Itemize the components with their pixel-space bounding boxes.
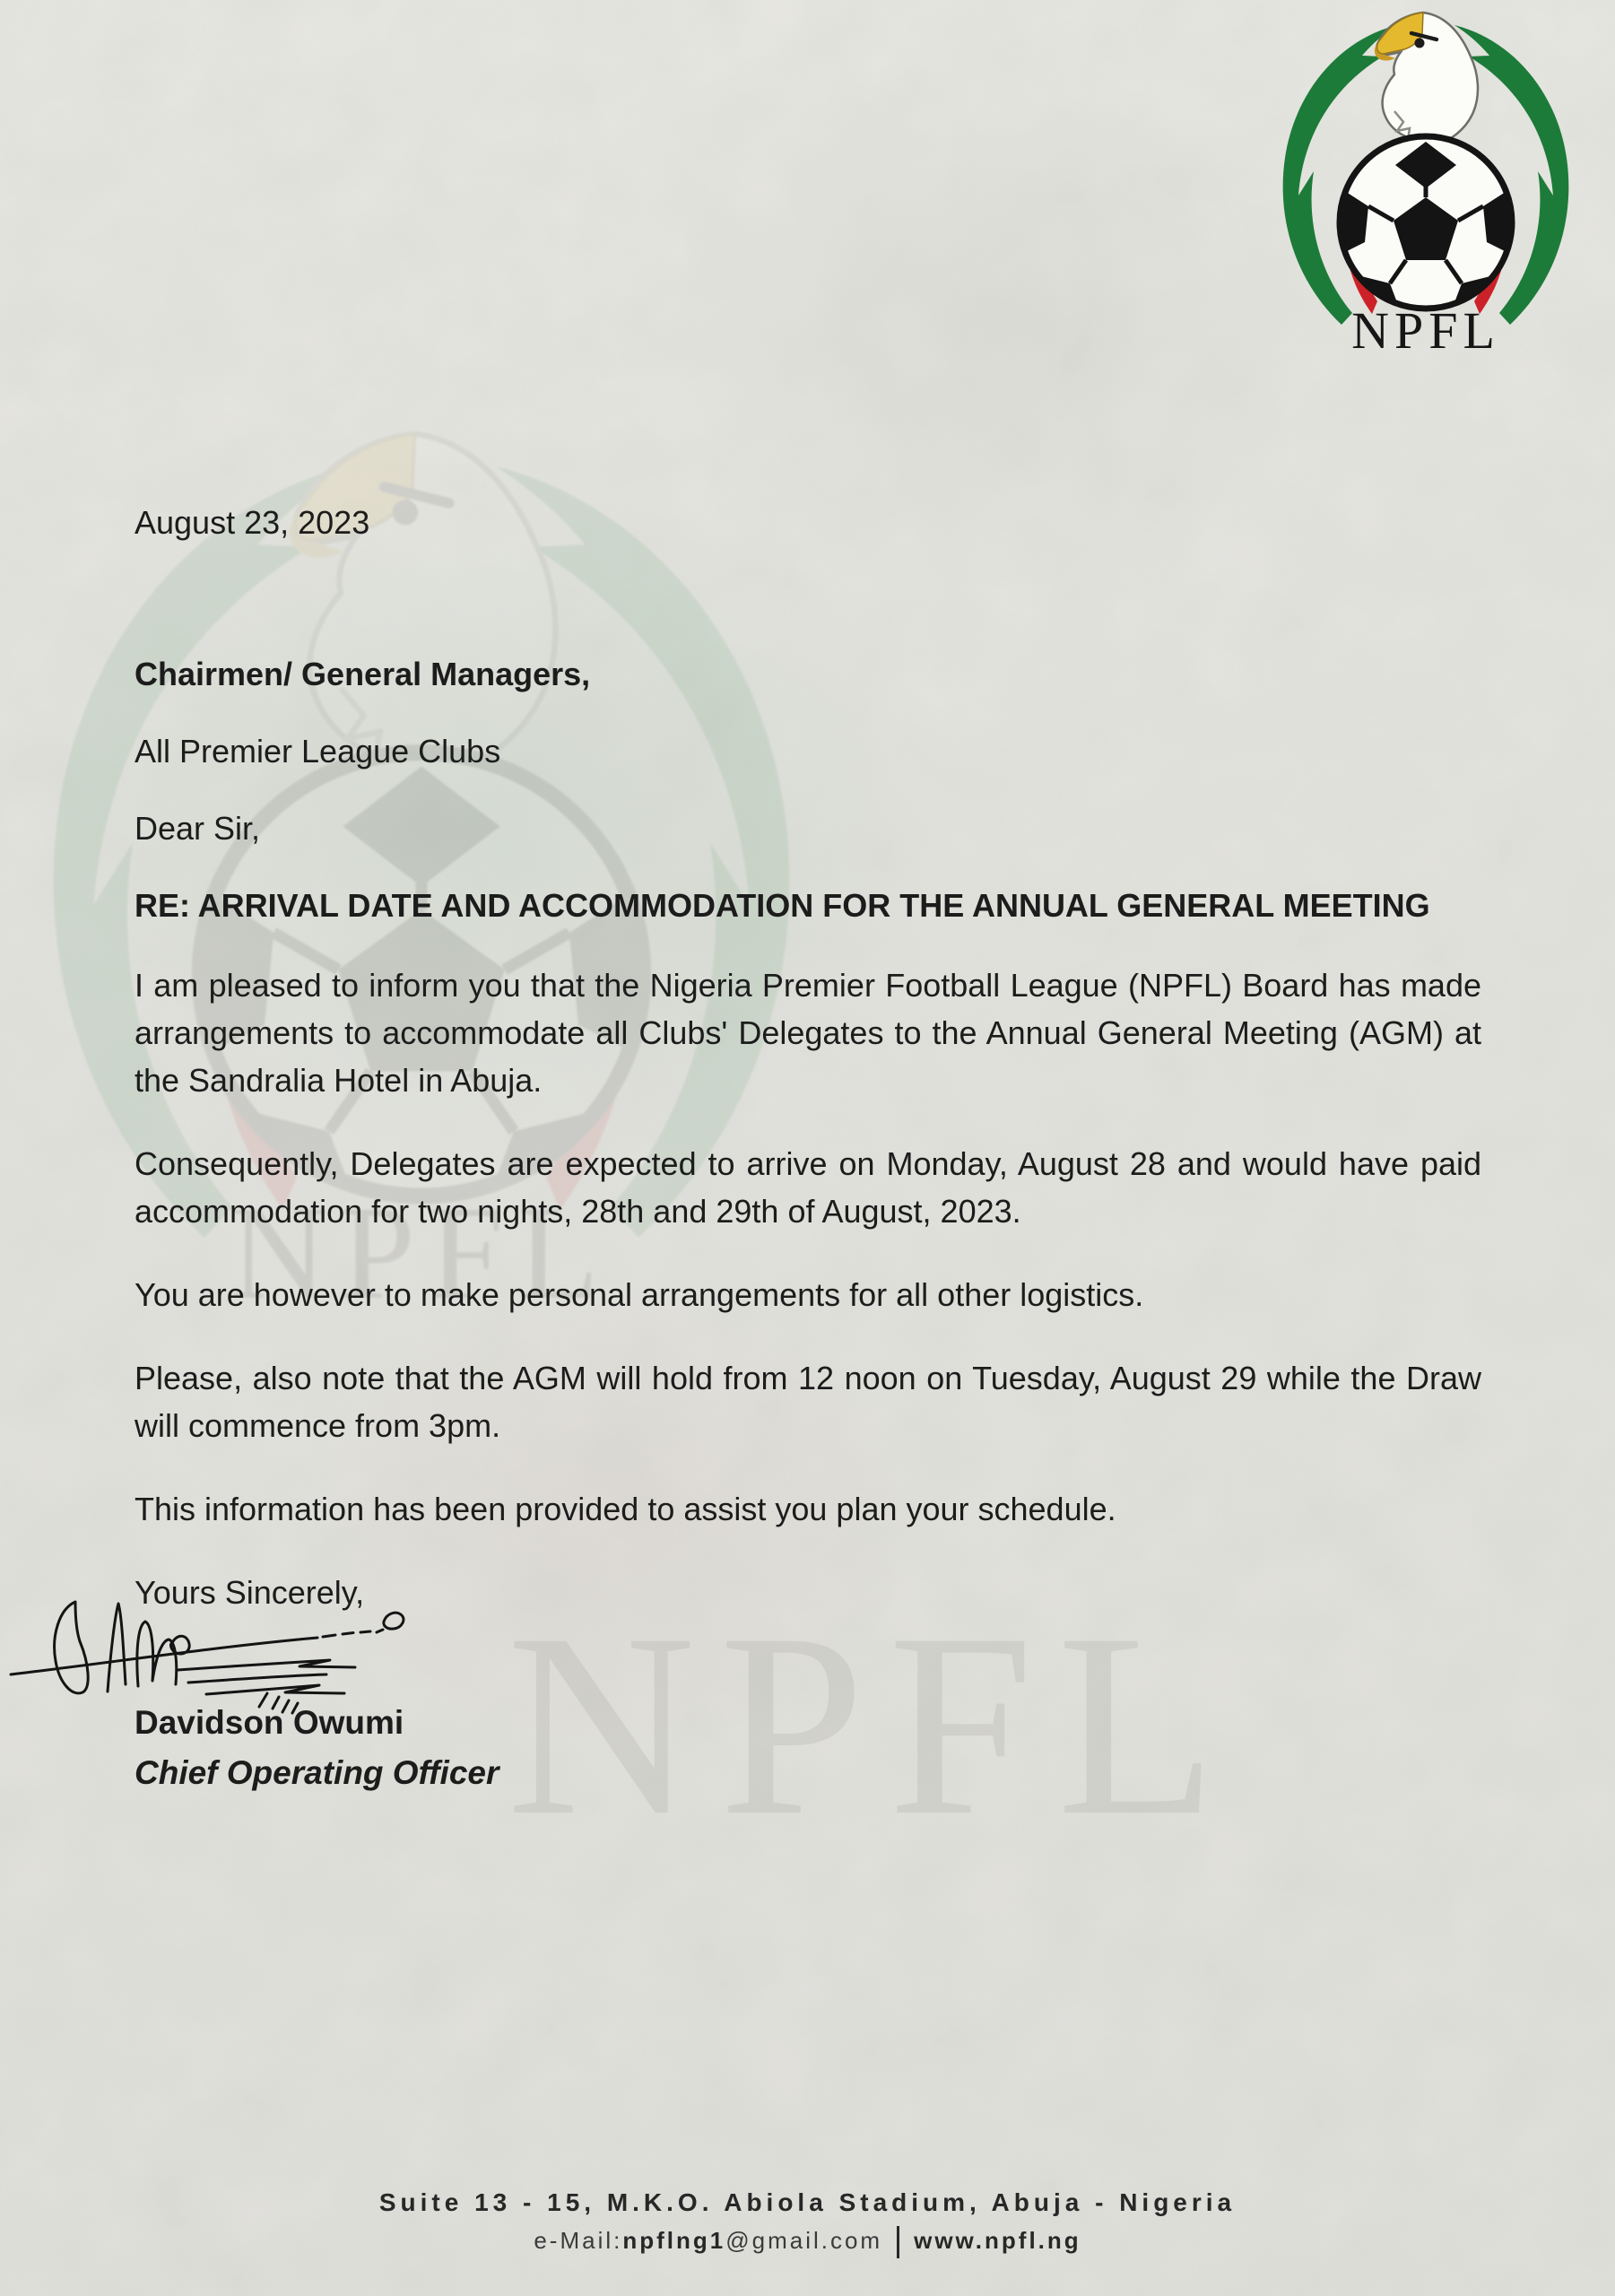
recipient-line: Chairmen/ General Managers, [135, 656, 591, 692]
email-domain: @gmail.com [725, 2227, 883, 2254]
signatory-name: Davidson Owumi [135, 1704, 404, 1741]
recipient-org-line: All Premier League Clubs [135, 733, 501, 770]
salutation-line: Dear Sir, [135, 810, 261, 847]
body-paragraph: This information has been provided to assist you plan your schedule. [135, 1491, 1116, 1527]
body-paragraph: Please, also note that the AGM will hold from 12 noon on Tuesday, August 29 while the Draw will commence from 3pm. [135, 1360, 1481, 1444]
watermark-text: NPFL [507, 1580, 1241, 1870]
footer-contact [0, 2222, 1615, 2258]
email-label: e-Mail: [534, 2227, 623, 2254]
npfl-logo [1246, 7, 1605, 359]
letter-body [135, 499, 1481, 1616]
letter-date: August 23, 2023 [135, 504, 370, 541]
body-paragraph: You are however to make personal arrangements for all other logistics. [135, 1276, 1144, 1313]
footer-separator [897, 2226, 899, 2258]
letter-footer [0, 2185, 1615, 2258]
email-user: npflng1 [622, 2227, 726, 2254]
website-link: www.npfl.ng [914, 2227, 1081, 2254]
signature [2, 1586, 432, 1729]
signatory-title: Chief Operating Officer [135, 1754, 499, 1791]
body-paragraph: I am pleased to inform you that the Nigeria Premier Football League (NPFL) Board has made arrangements to accommodate all Clubs' Delegates to the Annual General Meeting (AGM) at the Sandralia Hotel in Abuja. [135, 967, 1481, 1099]
closing-line: Yours Sincerely, [135, 1574, 365, 1611]
subject-line: RE: ARRIVAL DATE AND ACCOMMODATION FOR THE ANNUAL GENERAL MEETING [135, 887, 1430, 924]
footer-address: Suite 13 - 15, M.K.O. Abiola Stadium, Abuja - Nigeria [378, 2188, 1237, 2216]
body-paragraph: Consequently, Delegates are expected to arrive on Monday, August 28 and would have paid accommodation for two nights, 28th and 29th of August, 2023. [135, 1145, 1481, 1230]
